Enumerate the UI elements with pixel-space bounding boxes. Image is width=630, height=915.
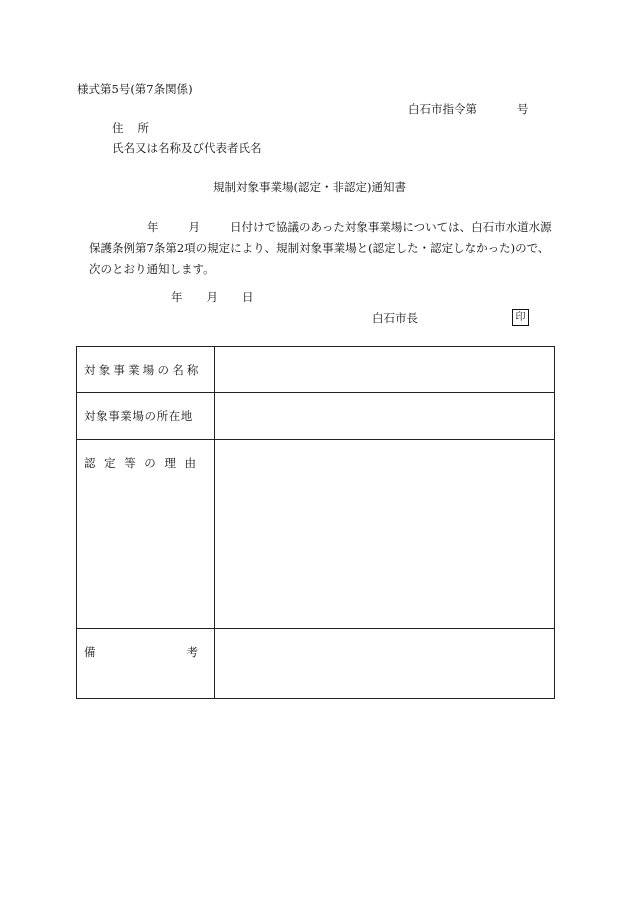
document-number-suffix: 号 bbox=[517, 102, 529, 116]
notes-label-char: 考 bbox=[186, 645, 198, 659]
body-month: 月 bbox=[188, 220, 200, 234]
facility-address-field[interactable] bbox=[215, 393, 555, 440]
body-text bbox=[89, 217, 552, 280]
form-number: 様式第5号(第7条関係) bbox=[77, 82, 193, 96]
reason-label bbox=[77, 440, 215, 629]
reason-field[interactable] bbox=[215, 440, 555, 629]
body-line-2: 保護条例第7条第2項の規定により、規制対象事業場と(認定した・認定しなかった)ので、 bbox=[89, 241, 550, 255]
body-line-3: 次のとおり通知します。 bbox=[89, 262, 215, 276]
reason-label-char: 由 bbox=[184, 456, 196, 470]
address-label-part-2: 所 bbox=[137, 121, 149, 135]
date-day: 日 bbox=[242, 290, 254, 304]
reason-label-char: 認 bbox=[84, 456, 96, 470]
table-row-reason bbox=[77, 440, 555, 629]
seal-stamp: 印 bbox=[512, 309, 529, 326]
date-month: 月 bbox=[206, 290, 218, 304]
notes-label bbox=[77, 629, 215, 699]
address-label bbox=[112, 123, 149, 135]
reason-label-char: の bbox=[144, 456, 156, 470]
body-line-1-rest: 日付けで協議のあった対象事業場については、白石市水道水源 bbox=[230, 220, 552, 234]
table-row-notes bbox=[77, 629, 555, 699]
reason-label-char: 等 bbox=[124, 456, 136, 470]
body-line-1 bbox=[89, 217, 552, 238]
document-number-prefix: 白石市指令第 bbox=[408, 102, 477, 116]
facility-address-label: 対象事業場の所在地 bbox=[77, 393, 215, 440]
date-year: 年 bbox=[171, 290, 183, 304]
document-number bbox=[408, 104, 529, 116]
notes-field[interactable] bbox=[215, 629, 555, 699]
notification-table bbox=[76, 346, 555, 699]
reason-label-char: 理 bbox=[164, 456, 176, 470]
body-year: 年 bbox=[147, 220, 159, 234]
notes-label-char: 備 bbox=[84, 645, 96, 659]
name-label: 氏名又は名称及び代表者氏名 bbox=[112, 141, 262, 155]
table-row-facility-name bbox=[77, 347, 555, 393]
document-title: 規制対象事業場(認定・非認定)通知書 bbox=[213, 180, 406, 194]
table-row-facility-address bbox=[77, 393, 555, 440]
reason-label-char: 定 bbox=[104, 456, 116, 470]
facility-name-label: 対象事業場の名称 bbox=[77, 347, 215, 393]
address-label-part-1: 住 bbox=[112, 121, 124, 135]
mayor-signature-label: 白石市長 bbox=[372, 311, 418, 325]
facility-name-field[interactable] bbox=[215, 347, 555, 393]
date-line bbox=[171, 292, 254, 304]
